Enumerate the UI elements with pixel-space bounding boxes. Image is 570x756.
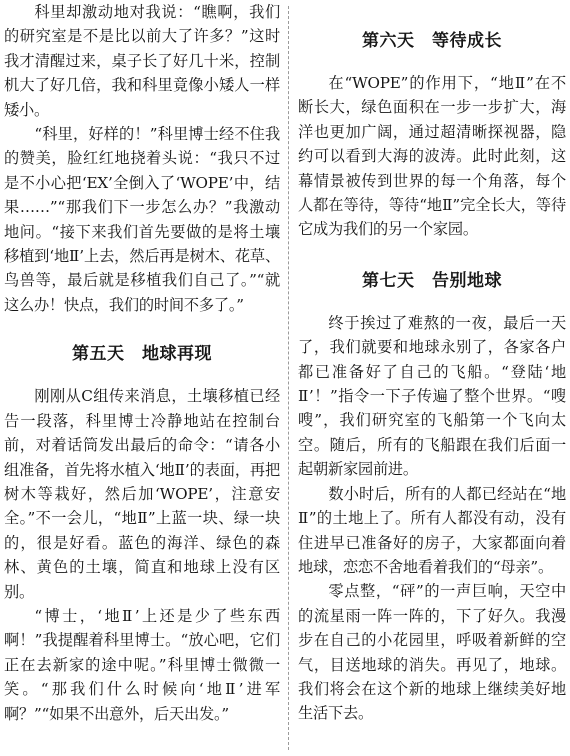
section-heading-day6: 第六天 等待成长 [362,31,502,51]
paragraph: 终于挨过了难熬的一夜，最后一天了，我们就要和地球永别了，各家各户都已准备好了自己的飞船。“登陆‘地Ⅱ’！”指令一下子传遍了整个世界。“嗖嗖”，我们研究室的飞船第一个飞向太空。随后，所有的飞船跟在我们后面一起朝新家园前进。 [298,313,566,479]
section-heading-day5: 第五天 地球再现 [72,344,212,365]
paragraph: 在“WOPE”的作用下，“地Ⅱ”在不断长大，绿色面积在一步一步扩大，海洋也更加广阔，通过超清晰探视器，隐约可以看到大海的波涛。此时此刻，这幕情景被传到世界的每一个角落，每个人都在等待，等待“地Ⅱ”完全长大，等待它成为我们的另一个家园。 [298,74,566,239]
paragraph: 科里却激动地对我说：“瞧啊，我们的研究室是不是比以前大了许多？”这时我才清醒过来，桌子长了好几十米，控制机大了好几倍，我和科里竟像小矮人一样矮小。 [4,3,280,119]
right-column [298,0,566,726]
paragraph: 刚刚从C组传来消息，土壤移植已经告一段落，科里博士冷静地站在控制台前，对着话筒发出最后的命令：“请各小组准备，首先将水植入‘地Ⅱ’的表面，再把树木等栽好，然后加‘WOPE’，注意安全。”不一会儿，“地Ⅱ”上蓝一块、绿一块的，很是好看。蓝色的海洋、绿色的森林、黄色的土壤，简直和地球上没有区别。 [4,387,280,601]
paragraph: 零点整，“砰”的一声巨响，天空中的流星雨一阵一阵的，下了好久。我漫步在自己的小花园里，呼吸着新鲜的空气，目送地球的消失。再见了，地球。我们将会在这个新的地球上继续美好地生活下去。 [298,582,566,723]
section-heading-day7: 第七天 告别地球 [362,270,502,291]
paragraph: “博士，‘地Ⅱ’上还是少了些东西啊！”我提醒着科里博士。“放心吧，它们正在去新家的途中呢。”科里博士微微一笑。“那我们什么时候向‘地Ⅱ’进军啊？”“如果不出意外，后天出发。” [4,606,280,723]
paragraph: “科里，好样的！”科里博士经不住我的赞美，脸红红地挠着头说：“我只不过是不小心把‘EX’全倒入了‘WOPE’中，结果……”“那我们下一步怎么办？”我激动地问。“接下来我们首先要做的是将土壤移植到‘地Ⅱ’上去，然后再是树木、花草、鸟兽等，最后就是移植我们自己了。”“就这么办！快点，我们的时间不多了。” [4,125,280,314]
left-column [4,0,280,726]
paragraph: 数小时后，所有的人都已经站在“地Ⅱ”的土地上了。所有人都没有动，没有住进早已准备好的房子，大家都面向着地球，恋恋不舍地看着我们的“母亲”。 [298,484,566,576]
column-divider [288,6,289,750]
